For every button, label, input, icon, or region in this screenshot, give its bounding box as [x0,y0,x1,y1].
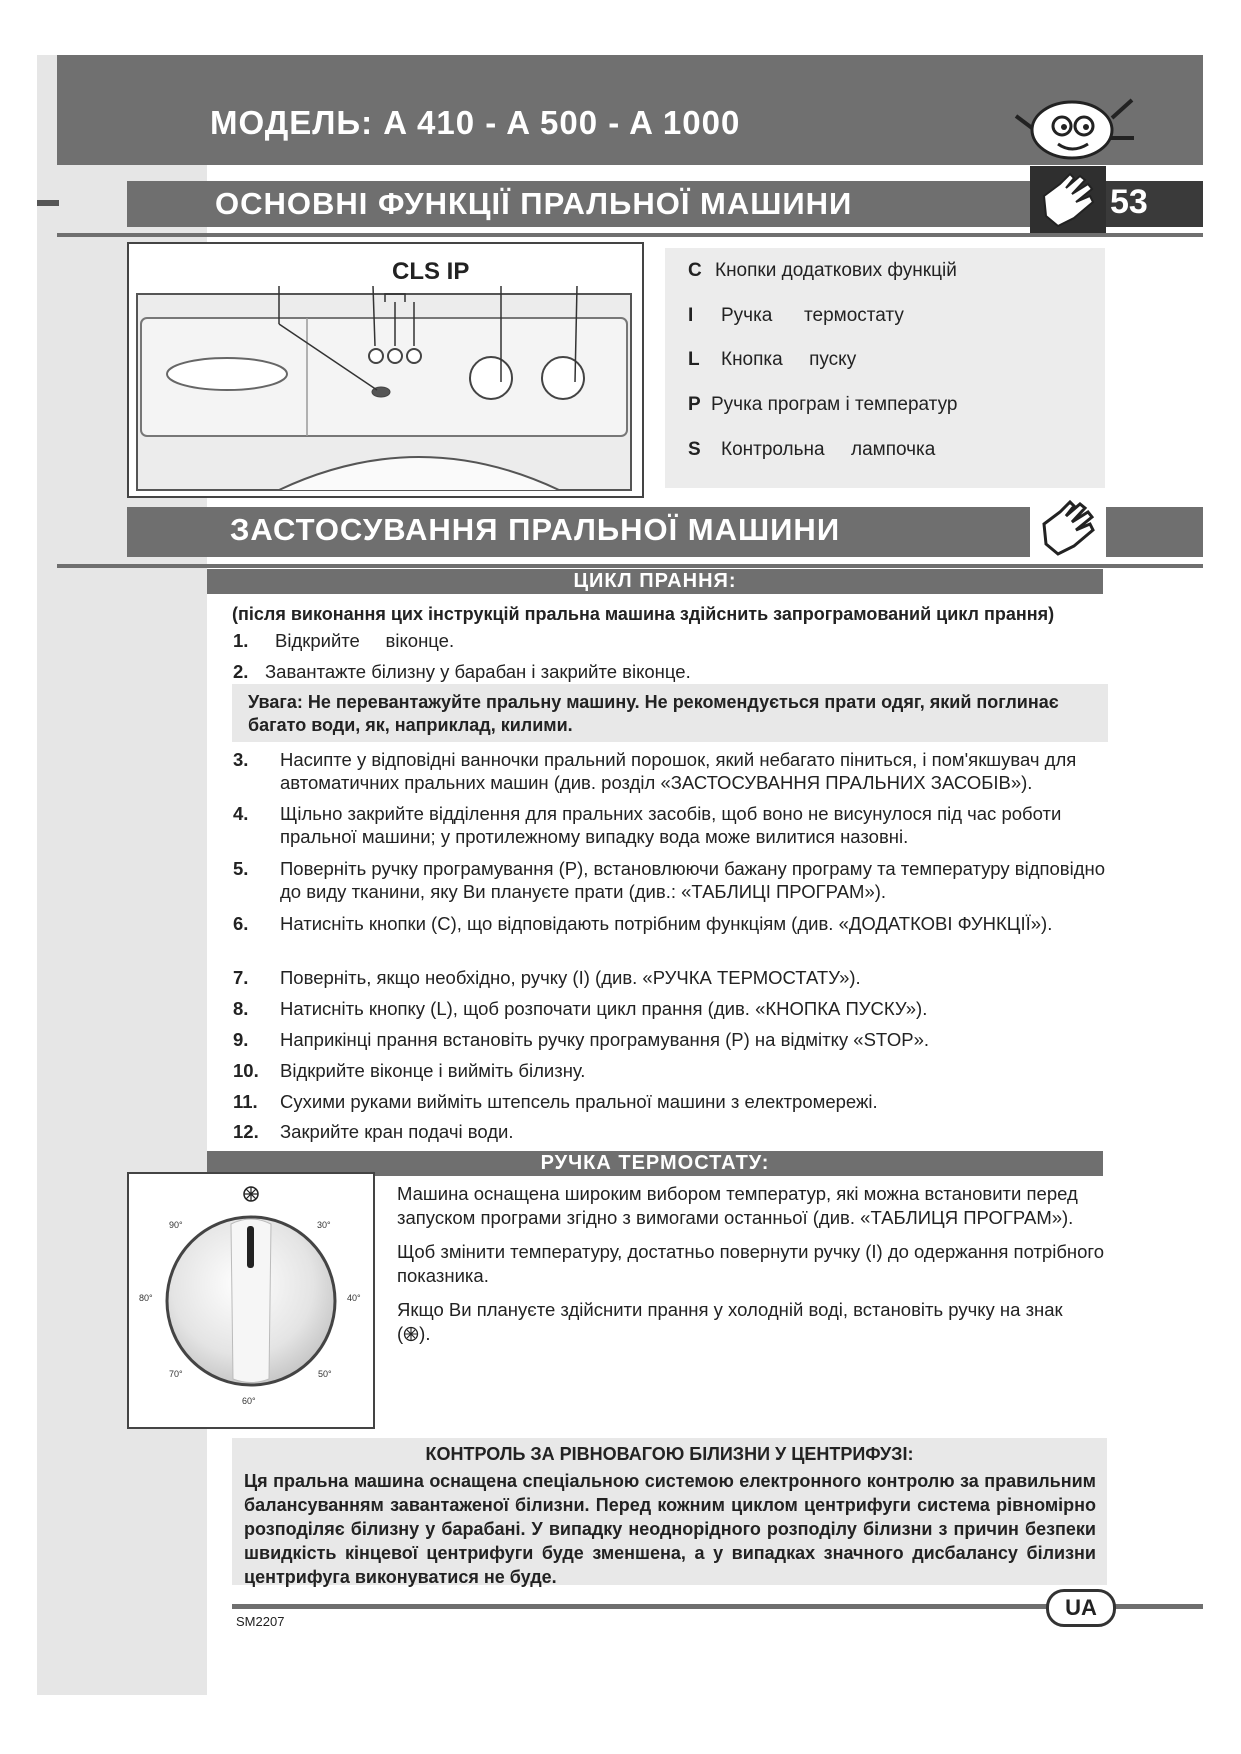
document-code: SM2207 [236,1614,285,1629]
list-item [233,629,1109,652]
thermostat-subtitle: РУЧКА ТЕРМОСТАТУ: [207,1151,1103,1176]
thermostat-dial-illustration [127,1172,375,1429]
legend-text: Кнопка пуску [721,349,857,370]
cycle-intro: (після виконання цих інструкцій пральна машина здійснить запрограмований цикл прання) [232,604,1055,624]
thermostat-paragraph-2: Щоб змінити температуру, достатньо повернути ручку (I) до одержання потрібного показника. [397,1241,1105,1286]
dial-label-90: 90° [169,1220,183,1230]
legend-item-l [688,349,856,371]
list-item [233,660,1109,683]
warning-text: Увага: Не перевантажуйте пральну машину. Не рекомендується прати одяг, який поглинає багато води, як, наприклад, килими. [248,692,1059,735]
dial-label-50: 50° [318,1369,332,1379]
legend-item-s [688,439,935,461]
legend-text: Ручка програм і температур [711,394,958,415]
list-item [233,966,1109,989]
step-text: Натисніть кнопку (L), щоб розпочати цикл прання (див. «КНОПКА ПУСКУ»). [280,998,928,1019]
balance-control-title: КОНТРОЛЬ ЗА РІВНОВАГОЮ БІЛИЗНИ У ЦЕНТРИФУЗІ: [425,1444,914,1464]
margin-tick [37,200,59,206]
mascot-logo-icon [1010,88,1142,164]
step-text: Щільно закрийте відділення для пральних засобів, щоб воно не висунулося під час роботи пральної машини; у протилежному випадку вода може вилитися назовні. [280,803,1062,847]
page-number: 53 [1110,183,1148,221]
snowflake-icon [244,1187,258,1201]
step-number: 5. [233,858,249,879]
section2-underline [57,564,1203,568]
thermostat-dial [129,1174,373,1427]
step-number: 7. [233,967,249,988]
step-text: Натисніть кнопки (C), що відповідають потрібним функціям (див. «ДОДАТКОВІ ФУНКЦІЇ»). [280,913,1053,934]
balance-control-text: Ця пральна машина оснащена спеціальною системою електронного контролю за правильним балансуванням завантаженої білизни. Перед кожним циклом центрифуги система рівномірно розподіляє білизну у барабані. У випадку неоднорідного розподілу білизни з причин безпеки швидкість кінцевої центрифуги буде зменшена, а у випадках значного дисбалансу білизни центрифуга виконуватися не буде. [244,1471,1096,1587]
step-text: Насипте у відповідні ванночки пральний порошок, який небагато піниться, і пом'якшувач для автоматичних пральних машин (див. розділ «ЗАСТОСУВАННЯ ПРАЛЬНИХ ЗАСОБІВ»). [280,749,1077,793]
list-item [233,748,1109,794]
step-text: Сухими руками вийміть штепсель пральної машини з електромережі. [280,1091,878,1112]
step-text: Відкрийте віконце. [275,630,455,651]
step-text: Поверніть, якщо необхідно, ручку (I) (див. «РУЧКА ТЕРМОСТАТУ»). [280,967,861,988]
list-item [233,1059,1109,1082]
balance-control-box [232,1438,1107,1585]
control-panel-drawing [129,244,642,496]
section1-title: ОСНОВНІ ФУНКЦІЇ ПРАЛЬНОЇ МАШИНИ [215,186,853,221]
thermostat-paragraph-3 [397,1298,1113,1346]
list-item [233,1090,1109,1113]
legend-item-c [688,260,957,282]
legend-key: L [688,349,700,370]
dial-label-60: 60° [242,1396,256,1406]
legend-text: Ручка термостату [721,305,904,326]
step-number: 8. [233,998,249,1019]
step-number: 2. [233,661,249,682]
thermostat-paragraph-1: Машина оснащена широким вибором температур, які можна встановити перед запуском програми згідно з вимогами останньої (див. «ТАБЛИЦЯ ПРОГРАМ»). [397,1183,1078,1228]
hand-icon-box [1030,166,1106,234]
dial-label-70: 70° [169,1369,183,1379]
dial-label-30: 30° [317,1220,331,1230]
panel-model-label: CLS IP [392,258,470,285]
cycle-subtitle: ЦИКЛ ПРАННЯ: [207,569,1103,594]
hand-icon [1030,166,1106,234]
list-item [233,997,1109,1020]
legend-key: P [688,394,701,415]
list-item [233,1120,1109,1143]
control-panel-illustration [127,242,644,498]
language-badge: UA [1046,1589,1116,1627]
thermostat-paragraph-3-text: Якщо Ви плануєте здійснити прання у холодній воді, встановіть ручку на знак [397,1299,1063,1320]
step-number: 1. [233,630,249,651]
step-text: Відкрийте віконце і вийміть білизну. [280,1060,586,1081]
section1-underline [57,233,1203,237]
legend-key: C [688,260,702,281]
step-number: 4. [233,803,249,824]
legend-box [665,248,1105,488]
dial-label-40: 40° [347,1293,361,1303]
legend-text: Контрольна лампочка [721,439,936,460]
model-title: МОДЕЛЬ: A 410 - A 500 - A 1000 [210,104,741,141]
paren-open: ( [397,1323,404,1344]
step-number: 9. [233,1029,249,1050]
list-item [233,912,1109,935]
legend-text: Кнопки додаткових функцій [715,260,957,281]
section2-title: ЗАСТОСУВАННЯ ПРАЛЬНОЇ МАШИНИ [230,512,841,547]
step-number: 10. [233,1060,259,1081]
step-number: 3. [233,749,249,770]
snowflake-icon [403,1326,419,1342]
step-number: 6. [233,913,249,934]
step-number: 12. [233,1121,259,1142]
step-number: 11. [233,1091,258,1112]
hand-icon-box [1030,494,1106,562]
step-text: Наприкінці прання встановіть ручку програмування (P) на відмітку «STOP». [280,1029,930,1050]
legend-key: S [688,439,701,460]
dial-label-80: 80° [139,1293,153,1303]
list-item [233,857,1109,903]
legend-key: I [688,305,694,326]
hand-icon [1030,494,1106,562]
list-item [233,1028,1109,1051]
warning-box [232,684,1108,742]
legend-item-p [688,394,957,416]
step-text: Закрийте кран подачі води. [280,1121,514,1142]
step-text: Поверніть ручку програмування (P), встановлюючи бажану програму та температуру відповідно до виду тканини, яку Ви плануєте прати (див.: «ТАБЛИЦІ ПРОГРАМ»). [280,858,1106,902]
legend-item-i [688,305,904,327]
list-item [233,802,1109,848]
paren-close: ). [419,1323,431,1344]
step-text: Завантажте білизну у барабан і закрийте віконце. [265,661,691,682]
